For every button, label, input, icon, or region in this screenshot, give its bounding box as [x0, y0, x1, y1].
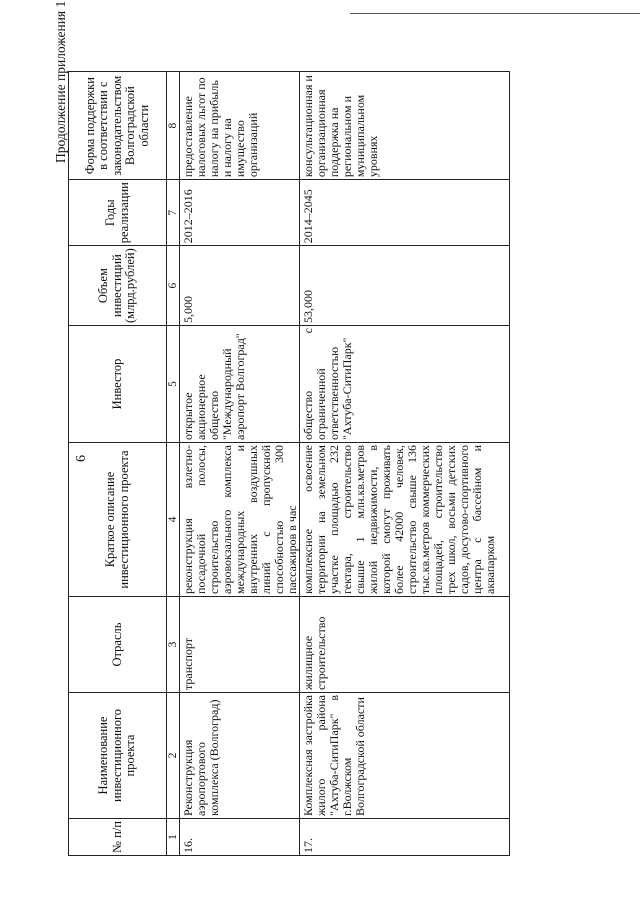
header-years: Годы реализации — [69, 180, 167, 246]
col-number: 5 — [167, 326, 180, 443]
page-number: 6 — [74, 455, 89, 462]
row-investor: общество с ограниченной ответственностью "Ахтуба-СитиПарк" — [300, 326, 510, 443]
col-number: 2 — [167, 693, 180, 819]
row-support: консультационная и организационная поддержка на региональном и муниципальном уровнях — [300, 72, 510, 180]
row-volume: 53,000 — [300, 246, 510, 326]
header-description: Краткое описание инвестиционного проекта — [69, 443, 167, 597]
row-num: 17. — [300, 819, 510, 856]
row-description: реконструкция взлетно-посадочной полосы, строительство аэровокзального комплекса международных и внутренних воздушных линий с пропускной способностью 300 пассажиров в час — [180, 443, 300, 597]
header-industry: Отрасль — [69, 597, 167, 693]
header-name: Наименование инвестиционного проекта — [69, 693, 167, 819]
col-number: 4 — [167, 443, 180, 597]
header-num: № п/п — [69, 819, 167, 856]
col-number: 3 — [167, 597, 180, 693]
row-years: 2012–2016 — [180, 180, 300, 246]
continuation-label: Продолжение приложения 1 — [53, 0, 68, 163]
table-row — [300, 72, 510, 856]
col-number: 1 — [167, 819, 180, 856]
row-industry: транспорт — [180, 597, 300, 693]
row-num: 16. — [180, 819, 300, 856]
row-name: Комплексная застройка жилого района "Ахтуба-СитиПарк" в г.Волжском Волгоградской области — [300, 693, 510, 819]
row-years: 2014–2045 — [300, 180, 510, 246]
header-investor: Инвестор — [69, 326, 167, 443]
table-header-row — [69, 72, 167, 856]
header-support: Форма поддержки в соответствии с законодательством Волгоградской области — [69, 72, 167, 180]
row-investor: открытое акционерное общество "Международный аэропорт Волгоград" — [180, 326, 300, 443]
column-numbers-row — [167, 72, 180, 856]
row-industry: жилищное строительство — [300, 597, 510, 693]
col-number: 7 — [167, 180, 180, 246]
row-support: предоставление налоговых льгот по налогу на прибыль и налогу на имущество организаций — [180, 72, 300, 180]
row-volume: 5,000 — [180, 246, 300, 326]
header-volume: Объем инвестиций (млрд.рублей) — [69, 246, 167, 326]
row-description: комплексное освоение территории на земельном участке площадью 232 гектара, строительство свыше 1 млн.кв.метров жилой недвижимости, в которой смогут проживать более 42000 человек, строительство свыше 136 тыс.кв.метров коммерческих площадей, строительство трех школ, восьми детских садов, досугово-спортивного центра с бассейном и аквапарком — [300, 443, 510, 597]
table-row — [180, 72, 300, 856]
investment-projects-table — [68, 71, 510, 856]
col-number: 6 — [167, 246, 180, 326]
col-number: 8 — [167, 72, 180, 180]
row-name: Реконструкция аэропортового комплекса (Волгоград) — [180, 693, 300, 819]
